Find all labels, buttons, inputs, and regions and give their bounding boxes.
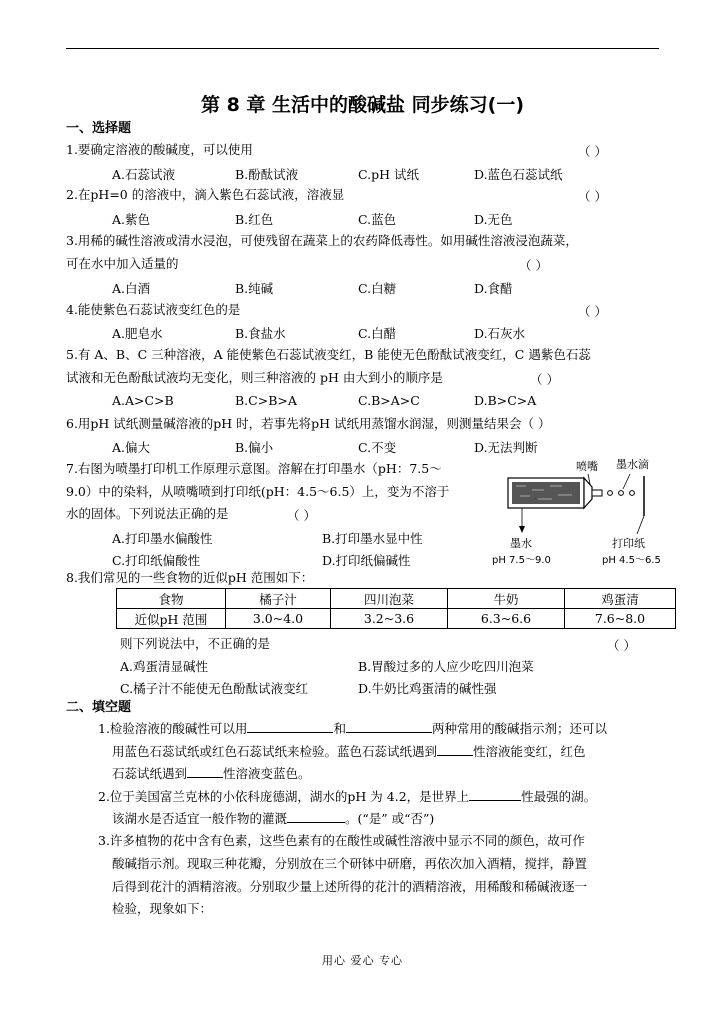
q6-option-a: A.偏大 xyxy=(112,440,151,455)
table-cell: 6.3~6.6 xyxy=(448,609,565,629)
q4-option-a: A.肥皂水 xyxy=(112,326,163,341)
question-2: 2.在pH=0 的溶液中，滴入紫色石蕊试液，溶液显 xyxy=(66,187,345,202)
label-paper-ph: pH 4.5～6.5 xyxy=(602,555,661,566)
answer-blank[interactable] xyxy=(469,788,521,801)
question-3-line2: 可在水中加入适量的 xyxy=(66,256,179,271)
q7-option-d: D.打印纸偏碱性 xyxy=(322,553,411,568)
header-rule xyxy=(66,48,659,49)
answer-paren-1: （ ） xyxy=(578,144,607,159)
q3-option-c: C.白糖 xyxy=(358,281,397,296)
paper-pointer xyxy=(637,516,644,534)
q2-option-a: A.紫色 xyxy=(112,212,151,227)
q8-option-d: D.牛奶比鸡蛋清的碱性强 xyxy=(358,681,497,696)
q5-option-c: C.B>A>C xyxy=(358,393,420,408)
question-7-line3: 水的固体。下列说法正确的是 xyxy=(66,506,229,521)
q5-option-a: A.A>C>B xyxy=(112,393,174,408)
f1-text-e: 性溶液能变红，红色 xyxy=(473,744,586,759)
q5-option-b: B.C>B>A xyxy=(235,393,297,408)
q6-option-b: B.偏小 xyxy=(235,440,274,455)
fill-question-3-line1: 3.许多植物的花中含有色素，这些色素有的在酸性或碱性溶液中显示不同的颜色，故可作 xyxy=(98,833,585,848)
f1-text-d: 用蓝色石蕊试纸或红色石蕊试纸来检验。蓝色石蕊试纸遇到 xyxy=(112,744,438,759)
q4-option-b: B.食盐水 xyxy=(235,326,286,341)
fill-question-1-line3 xyxy=(112,765,311,782)
q4-option-d: D.石灰水 xyxy=(474,326,526,341)
fill-question-1-line2 xyxy=(112,743,586,760)
label-nozzle: 喷嘴 xyxy=(576,460,598,473)
f1-text-g: 性溶液变蓝色。 xyxy=(223,766,311,781)
table-cell: 3.0~4.0 xyxy=(226,609,331,629)
f1-text-f: 石蕊试纸遇到 xyxy=(112,766,188,781)
q3-option-d: D.食醋 xyxy=(474,281,513,296)
inkjet-diagram xyxy=(492,456,722,568)
fill-question-3-line2: 酸碱指示剂。现取三种花瓣，分别放在三个研钵中研磨，再依次加入酒精，搅拌，静置 xyxy=(112,856,588,871)
nozzle-tip xyxy=(592,490,602,496)
table-cell: 牛奶 xyxy=(448,589,565,609)
section-choice-heading: 一、选择题 xyxy=(66,121,132,136)
answer-paren-2: （ ） xyxy=(578,189,607,204)
f2-text-d: 。(“是” 或“否”) xyxy=(345,811,435,826)
q2-option-d: D.无色 xyxy=(474,212,513,227)
question-7-line2: 9.0）中的染料，从喷嘴喷到打印纸(pH：4.5～6.5）上，变为不溶于 xyxy=(66,484,450,499)
table-row xyxy=(117,609,676,629)
fill-question-3-line4: 检验，现象如下： xyxy=(112,901,213,916)
fill-question-3-line3: 后得到花汁的酒精溶液。分别取少量上述所得的花汁的酒精溶液，用稀酸和稀碱液逐一 xyxy=(112,879,588,894)
q8-option-a: A.鸡蛋清显碱性 xyxy=(120,659,209,674)
answer-blank[interactable] xyxy=(287,810,345,823)
q1-option-c: C.pH 试纸 xyxy=(358,167,419,182)
q6-option-d: D.无法判断 xyxy=(474,440,538,455)
section-fill-heading: 二、填空题 xyxy=(66,700,132,715)
label-ink-drop: 墨水滴 xyxy=(616,458,649,471)
q4-option-c: C.白醋 xyxy=(358,326,397,341)
table-cell: 7.6~8.0 xyxy=(565,609,676,629)
ink-drop xyxy=(619,491,624,496)
f2-text-a: 2.位于美国富兰克林的小依科庞德湖，湖水的pH 为 4.2，是世界上 xyxy=(98,789,470,804)
table-cell: 鸡蛋清 xyxy=(565,589,676,609)
question-4: 4.能使紫色石蕊试液变红色的是 xyxy=(66,302,241,317)
q3-option-b: B.纯碱 xyxy=(235,281,274,296)
q7-option-c: C.打印纸偏酸性 xyxy=(112,553,201,568)
table-cell: 食物 xyxy=(117,589,226,609)
ink-drop xyxy=(608,491,613,496)
answer-paren-3: （ ） xyxy=(519,258,548,273)
q1-option-d: D.蓝色石蕊试纸 xyxy=(474,167,563,182)
q7-option-a: A.打印墨水偏酸性 xyxy=(112,531,213,546)
answer-paren-4: （ ） xyxy=(578,304,607,319)
f1-text-a: 1.检验溶液的酸碱性可以用 xyxy=(98,721,248,736)
table-cell: 近似pH 范围 xyxy=(117,609,226,629)
question-5-line2: 试液和无色酚酞试液均无变化，则三种溶液的 pH 由大到小的顺序是 xyxy=(66,370,443,385)
question-3-line1: 3.用稀的碱性溶液或清水浸泡，可使残留在蔬菜上的农药降低毒性。如用碱性溶液浸泡蔬菜， xyxy=(66,233,578,248)
food-ph-table xyxy=(116,588,676,629)
f1-text-b: 和 xyxy=(333,721,346,736)
q1-option-a: A.石蕊试液 xyxy=(112,167,176,182)
f2-text-b: 性最强的湖。 xyxy=(521,789,597,804)
table-cell: 四川泡菜 xyxy=(331,589,448,609)
question-8-prompt: 则下列说法中，不正确的是 xyxy=(120,636,271,651)
q6-option-c: C.不变 xyxy=(358,440,397,455)
question-8: 8.我们常见的一些食物的近似pH 范围如下： xyxy=(66,570,314,585)
table-cell: 3.2~3.6 xyxy=(331,609,448,629)
q8-option-b: B.胃酸过多的人应少吃四川泡菜 xyxy=(358,659,534,674)
ink-drop xyxy=(630,491,635,496)
label-ink: 墨水 xyxy=(510,537,532,550)
f2-text-c: 该湖水是否适宜一般作物的灌溉 xyxy=(112,811,288,826)
answer-blank[interactable] xyxy=(346,720,432,733)
q7-option-b: B.打印墨水显中性 xyxy=(322,531,423,546)
label-paper: 打印纸 xyxy=(612,537,645,550)
ink-arrow xyxy=(519,526,525,533)
question-7-line1: 7.右图为喷墨打印机工作原理示意图。溶解在打印墨水（pH：7.5～ xyxy=(66,461,442,476)
table-cell: 橘子汁 xyxy=(226,589,331,609)
answer-paren-8: （ ） xyxy=(607,638,636,653)
page-title: 第 8 章 生活中的酸碱盐 同步练习(一) xyxy=(200,94,525,116)
q8-option-c: C.橘子汁不能使无色酚酞试液变红 xyxy=(120,681,309,696)
table-header-row xyxy=(117,589,676,609)
question-1: 1.要确定溶液的酸碱度，可以使用 xyxy=(66,142,253,157)
f1-text-c: 两种常用的酸碱指示剂；还可以 xyxy=(431,721,607,736)
ink-reservoir xyxy=(512,482,580,504)
q3-option-a: A.白酒 xyxy=(112,281,151,296)
question-6: 6.用pH 试纸测量碱溶液的pH 时，若事先将pH 试纸用蒸馏水润湿，则测量结果会（ ） xyxy=(66,416,551,431)
answer-blank[interactable] xyxy=(437,743,473,756)
label-ink-ph: pH 7.5～9.0 xyxy=(492,555,551,566)
q2-option-b: B.红色 xyxy=(235,212,274,227)
answer-blank[interactable] xyxy=(187,765,223,778)
answer-paren-7: （ ） xyxy=(287,508,316,523)
fill-question-1-line1 xyxy=(98,720,607,737)
nozzle xyxy=(584,478,592,508)
answer-paren-5: （ ） xyxy=(530,372,559,387)
inkjet-diagram-svg xyxy=(492,456,722,568)
q1-option-b: B.酚酞试液 xyxy=(235,167,299,182)
fill-question-2-line1 xyxy=(98,788,596,805)
question-5-line1: 5.有 A、B、C 三种溶液，A 能使紫色石蕊试液变红，B 能使无色酚酞试液变红，C 遇紫色石蕊 xyxy=(66,347,591,362)
fill-question-2-line2 xyxy=(112,810,434,827)
q2-option-c: C.蓝色 xyxy=(358,212,397,227)
page-footer: 用心 爱心 专心 xyxy=(322,954,403,967)
answer-blank[interactable] xyxy=(247,720,333,733)
q5-option-d: D.B>C>A xyxy=(474,393,537,408)
drop-pointer xyxy=(623,474,630,489)
